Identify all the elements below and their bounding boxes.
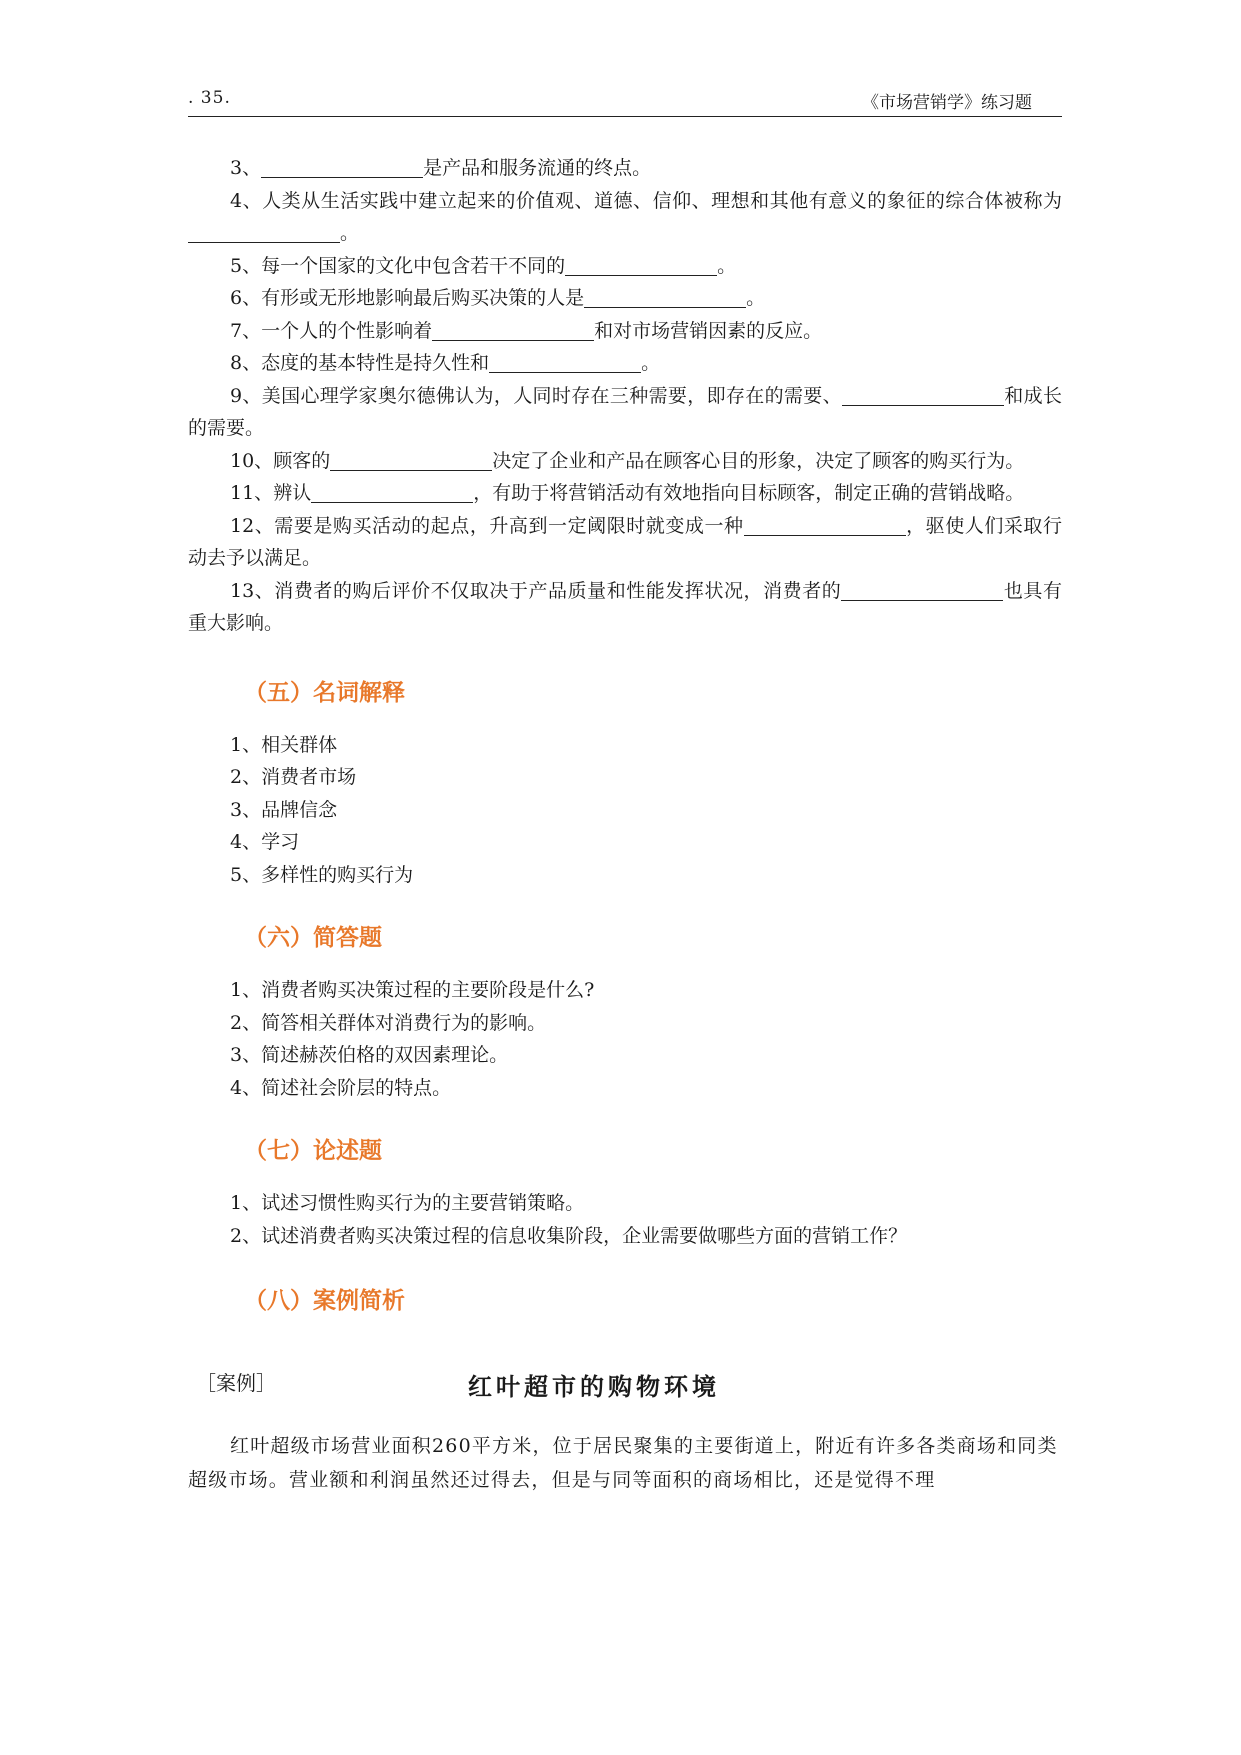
- question-4: 4、人类从生活实践中建立起来的价值观、道德、信仰、理想和其他有意义的象征的综合体被称为。: [188, 185, 1062, 250]
- list-item: 2、简答相关群体对消费行为的影响。: [230, 1011, 547, 1034]
- page-number: . 35.: [188, 88, 231, 108]
- list-item: 3、简述赫茨伯格的双因素理论。: [230, 1044, 509, 1066]
- answer-blank: [330, 450, 492, 471]
- question-12: 12、需要是购买活动的起点，升高到一定阈限时就变成一种 ，驱使人们采取行动去予以满足。: [188, 514, 1062, 569]
- short-answer-list: [188, 974, 1062, 1104]
- list-item: 1、相关群体: [230, 733, 338, 756]
- section-heading-case: （八）案例简析: [244, 1288, 405, 1314]
- answer-blank: [188, 222, 340, 243]
- case-label: ［案例］: [196, 1371, 276, 1395]
- terms-list: [188, 729, 1062, 892]
- fill-blank-list: [188, 152, 1062, 640]
- question-7: 7、一个人的个性影响着 和对市场营销因素的反应。: [230, 319, 823, 342]
- list-item: 3、品牌信念: [230, 798, 338, 821]
- case-title: 红叶超市的购物环境: [468, 1372, 720, 1401]
- answer-blank: [432, 320, 594, 341]
- question-9: 9、美国心理学家奥尔德佛认为，人同时存在三种需要，即存在的需要、 和成长的需要。: [188, 384, 1062, 439]
- case-body: 红叶超级市场营业面积260平方米，位于居民聚集的主要街道上，附近有许多各类商场和同类超级市场。营业额和利润虽然还过得去，但是与同等面积的商场相比，还是觉得不理: [188, 1435, 1058, 1491]
- page-content: [188, 152, 1062, 1497]
- answer-blank: [261, 157, 423, 178]
- answer-blank: [311, 482, 473, 503]
- answer-blank: [842, 385, 1004, 406]
- case-header: [188, 1367, 1062, 1407]
- list-item: 4、学习: [230, 831, 300, 853]
- section-heading-essay: （七）论述题: [244, 1138, 382, 1164]
- essay-list: [188, 1187, 1062, 1252]
- section-heading-short-answer: （六）简答题: [244, 925, 382, 951]
- question-8: 8、态度的基本特性是持久性和 。: [230, 352, 661, 374]
- list-item: 1、试述习惯性购买行为的主要营销策略。: [230, 1192, 585, 1214]
- question-11: 11、辨认 ，有助于将营销活动有效地指向目标顾客，制定正确的营销战略。: [230, 482, 1025, 504]
- section-heading-terms: （五）名词解释: [244, 679, 405, 706]
- list-item: 2、消费者市场: [230, 766, 357, 788]
- page-header: [188, 88, 1062, 117]
- question-5: 5、每一个国家的文化中包含若干不同的 。: [230, 254, 737, 277]
- answer-blank: [841, 580, 1003, 601]
- question-3: 3、 是产品和服务流通的终点。: [230, 157, 652, 179]
- list-item: 5、多样性的购买行为: [230, 863, 414, 886]
- answer-blank: [489, 352, 641, 373]
- list-item: 1、消费者购买决策过程的主要阶段是什么?: [230, 979, 595, 1001]
- question-10: 10、顾客的 决定了企业和产品在顾客心目的形象，决定了顾客的购买行为。: [230, 449, 1025, 472]
- list-item: 2、试述消费者购买决策过程的信息收集阶段，企业需要做哪些方面的营销工作？: [230, 1224, 908, 1247]
- header-title: 《市场营销学》练习题: [862, 93, 1032, 113]
- answer-blank: [584, 287, 746, 308]
- answer-blank: [565, 255, 717, 276]
- answer-blank: [744, 515, 906, 536]
- question-6: 6、有形或无形地影响最后购买决策的人是 。: [230, 287, 766, 309]
- question-13: 13、消费者的购后评价不仅取决于产品质量和性能发挥状况，消费者的 也具有重大影响。: [188, 579, 1062, 634]
- list-item: 4、简述社会阶层的特点。: [230, 1076, 452, 1099]
